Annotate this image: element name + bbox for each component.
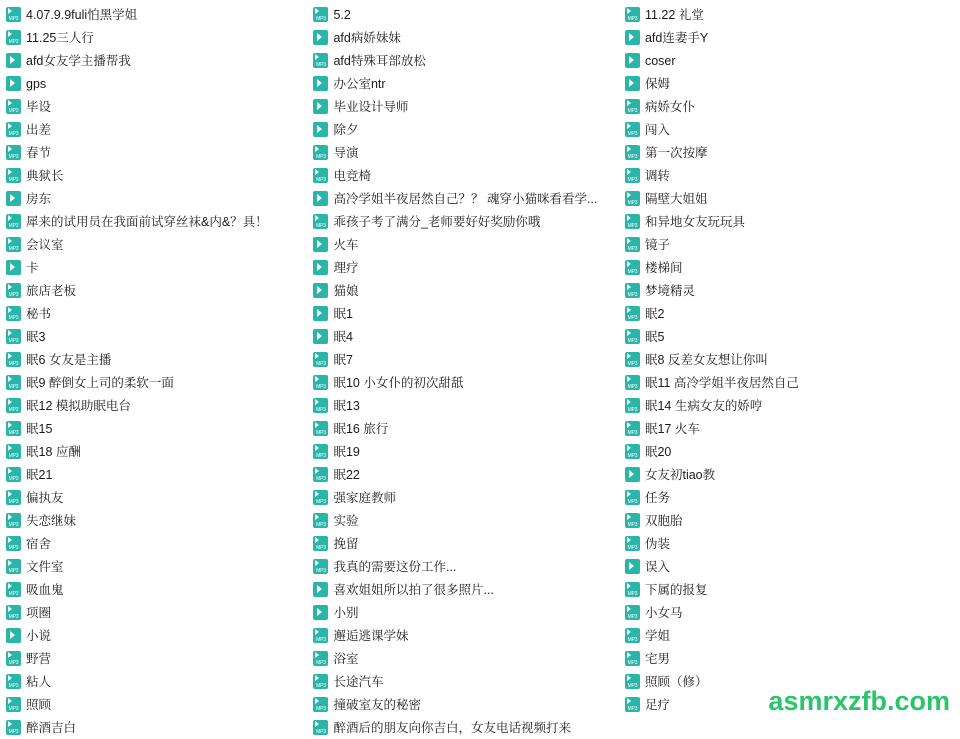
file-list-item[interactable] (6, 72, 309, 95)
file-name-label: 眠22 (333, 467, 360, 482)
file-name-label: 春节 (26, 145, 52, 160)
mp3-file-icon: MP3 (6, 720, 21, 735)
mp3-file-icon: MP3 (6, 145, 21, 160)
mp3-file-icon: MP3 (625, 283, 640, 298)
mp3-file-icon: MP3 (625, 513, 640, 528)
file-list-item[interactable] (313, 187, 616, 210)
file-name-label: 眠11 高冷学姐半夜居然自己 (644, 375, 799, 390)
mp3-file-icon: MP3 (6, 536, 21, 551)
file-list-item[interactable] (313, 601, 616, 624)
file-name-label: 我真的需要这份工作... (333, 559, 457, 574)
mp3-file-icon: MP3 (625, 674, 640, 689)
file-name-label: 4.07.9.9fuli怕黑学姐 (26, 7, 138, 22)
file-name-label: 照顾（修） (644, 674, 708, 689)
file-list-item[interactable] (625, 233, 960, 256)
file-name-label: 文件室 (26, 559, 64, 574)
mp3-file-icon: MP3 (625, 260, 640, 275)
file-list-item[interactable] (313, 532, 616, 555)
file-name-label: 镜子 (644, 237, 670, 252)
file-list-item[interactable] (625, 647, 960, 670)
audio-file-icon (625, 53, 640, 68)
file-name-label: 双胞胎 (644, 513, 683, 528)
file-list-item[interactable] (313, 716, 616, 739)
file-list-item[interactable] (6, 118, 309, 141)
mp3-file-icon: MP3 (6, 283, 21, 298)
file-list-item[interactable] (625, 187, 960, 210)
audio-file-icon (313, 582, 328, 597)
file-list-item[interactable] (6, 693, 309, 716)
file-name-label: 眠2 (644, 306, 665, 321)
file-list-item[interactable] (6, 187, 309, 210)
file-list-item[interactable] (313, 256, 616, 279)
file-name-label: 粘人 (26, 674, 52, 689)
mp3-file-icon: MP3 (313, 720, 328, 735)
file-list-item[interactable] (313, 118, 616, 141)
audio-file-icon (6, 260, 21, 275)
file-list-item[interactable] (313, 95, 616, 118)
mp3-file-icon: MP3 (6, 30, 21, 45)
file-name-label: 房东 (26, 191, 52, 206)
file-name-label: 挽留 (333, 536, 359, 551)
file-name-label: 导演 (333, 145, 359, 160)
audio-file-icon (313, 99, 328, 114)
file-list-item[interactable] (313, 555, 616, 578)
file-name-label: 出差 (26, 122, 52, 137)
file-name-label: 眠19 (333, 444, 360, 459)
mp3-file-icon: MP3 (625, 191, 640, 206)
file-name-label: 会议室 (26, 237, 64, 252)
file-list-item[interactable] (6, 256, 309, 279)
file-name-label: 醉酒吉白 (26, 720, 77, 735)
file-name-label: 宅男 (644, 651, 670, 666)
file-list-item[interactable] (313, 348, 616, 371)
file-list-item[interactable] (6, 555, 309, 578)
file-name-label: 野营 (26, 651, 52, 666)
file-name-label: 眠17 火车 (644, 421, 700, 436)
file-name-label: 小别 (333, 605, 359, 620)
file-name-label: coser (644, 53, 676, 68)
mp3-file-icon: MP3 (313, 536, 328, 551)
file-list-item[interactable] (313, 417, 616, 440)
file-list-item[interactable] (6, 26, 309, 49)
mp3-file-icon: MP3 (313, 628, 328, 643)
file-column-3 (617, 3, 960, 739)
file-list-item[interactable] (6, 3, 309, 26)
audio-file-icon (6, 53, 21, 68)
file-list-item[interactable] (625, 26, 960, 49)
file-list-item[interactable] (625, 72, 960, 95)
file-name-label: 毕设 (26, 99, 52, 114)
file-list-item[interactable] (6, 532, 309, 555)
file-list-item[interactable] (625, 279, 960, 302)
file-list-item[interactable] (6, 624, 309, 647)
file-name-label: 眠5 (644, 329, 665, 344)
audio-file-icon (313, 283, 328, 298)
mp3-file-icon: MP3 (313, 352, 328, 367)
mp3-file-icon: MP3 (625, 490, 640, 505)
file-name-label: 眠1 (333, 306, 353, 321)
file-name-label: afd病娇妹妹 (333, 30, 401, 45)
file-name-label: 第一次按摩 (644, 145, 708, 160)
file-name-label: afd特殊耳部放松 (333, 53, 426, 68)
file-list-item[interactable] (313, 578, 616, 601)
file-list-item[interactable] (625, 394, 960, 417)
file-name-label: 足疗 (644, 697, 670, 712)
file-list-item[interactable] (625, 49, 960, 72)
file-list-item[interactable] (625, 532, 960, 555)
file-list-item[interactable] (625, 555, 960, 578)
file-list-item[interactable] (6, 302, 309, 325)
audio-file-icon (625, 559, 640, 574)
file-name-label: 吸血鬼 (26, 582, 64, 597)
mp3-file-icon: MP3 (625, 122, 640, 137)
mp3-file-icon: MP3 (625, 237, 640, 252)
file-name-label: 卡 (26, 260, 39, 275)
mp3-file-icon: MP3 (313, 168, 328, 183)
file-list-item[interactable] (6, 601, 309, 624)
file-list-item[interactable] (313, 624, 616, 647)
file-list-item[interactable] (313, 486, 616, 509)
mp3-file-icon: MP3 (625, 628, 640, 643)
file-name-label: 典狱长 (26, 168, 64, 183)
mp3-file-icon: MP3 (625, 421, 640, 436)
file-name-label: 旅店老板 (26, 283, 77, 298)
file-list-item[interactable] (625, 256, 960, 279)
file-list-item[interactable] (6, 463, 309, 486)
file-name-label: 照顾 (26, 697, 52, 712)
mp3-file-icon: MP3 (625, 375, 640, 390)
mp3-file-icon: MP3 (6, 421, 21, 436)
audio-file-icon (625, 467, 640, 482)
mp3-file-icon: MP3 (313, 559, 328, 574)
file-name-label: 小说 (26, 628, 52, 643)
file-name-label: 伪装 (644, 536, 670, 551)
mp3-file-icon: MP3 (6, 697, 21, 712)
file-name-label: 眠21 (26, 467, 53, 482)
mp3-file-icon: MP3 (6, 237, 21, 252)
file-name-label: 项圈 (26, 605, 52, 620)
file-name-label: 猫娘 (333, 283, 359, 298)
file-name-label: 长途汽车 (333, 674, 384, 689)
file-list-item[interactable] (625, 440, 960, 463)
file-name-label: 喜欢姐姐所以拍了很多照片... (333, 582, 494, 597)
file-list-item[interactable] (625, 325, 960, 348)
file-name-label: 偏执友 (26, 490, 64, 505)
file-list-item[interactable] (6, 348, 309, 371)
file-list-item[interactable] (313, 693, 616, 716)
file-list-item[interactable] (313, 670, 616, 693)
file-column-2 (309, 3, 616, 739)
file-list-item[interactable] (6, 647, 309, 670)
mp3-file-icon: MP3 (625, 329, 640, 344)
file-name-label: 眠9 醉倒女上司的柔软一面 (26, 375, 174, 390)
file-list-item[interactable] (313, 26, 616, 49)
mp3-file-icon: MP3 (313, 375, 328, 390)
file-list-item[interactable] (313, 647, 616, 670)
audio-file-icon (313, 306, 328, 321)
mp3-file-icon: MP3 (625, 398, 640, 413)
file-list-item[interactable] (313, 49, 616, 72)
file-name-label: 眠20 (644, 444, 672, 459)
file-list-item[interactable] (625, 509, 960, 532)
file-name-label: 眠15 (26, 421, 53, 436)
file-name-label: 小女马 (644, 605, 683, 620)
file-list-item[interactable] (313, 394, 616, 417)
mp3-file-icon: MP3 (625, 352, 640, 367)
mp3-file-icon: MP3 (6, 651, 21, 666)
file-list-item[interactable] (6, 417, 309, 440)
file-name-label: 11.22 礼堂 (644, 7, 704, 22)
mp3-file-icon: MP3 (6, 605, 21, 620)
mp3-file-icon: MP3 (6, 99, 21, 114)
file-list-item[interactable] (6, 716, 309, 739)
file-list-item[interactable] (6, 210, 309, 233)
file-name-label: 毕业设计导师 (333, 99, 409, 114)
audio-file-icon (625, 76, 640, 91)
mp3-file-icon: MP3 (625, 651, 640, 666)
file-name-label: 眠18 应酬 (26, 444, 81, 459)
mp3-file-icon: MP3 (313, 53, 328, 68)
file-name-label: 5.2 (333, 7, 351, 22)
mp3-file-icon: MP3 (625, 536, 640, 551)
file-list-item[interactable] (6, 578, 309, 601)
file-name-label: 强家庭教师 (333, 490, 396, 505)
mp3-file-icon: MP3 (6, 122, 21, 137)
file-list-item[interactable] (6, 440, 309, 463)
file-name-label: 失恋继妹 (26, 513, 77, 528)
mp3-file-icon: MP3 (625, 99, 640, 114)
file-name-label: afd女友学主播帮我 (26, 53, 131, 68)
file-name-label: 和异地女友玩玩具 (644, 214, 745, 229)
file-name-label: 眠10 小女仆的初次甜舐 (333, 375, 464, 390)
file-name-label: 高冷学姐半夜居然自己？？ 魂穿小猫咪看看学... (333, 191, 598, 206)
file-list-item[interactable] (6, 670, 309, 693)
file-name-label: afd连妻手Y (644, 30, 709, 45)
file-list-item[interactable] (6, 394, 309, 417)
site-watermark: asmrxzfb.com (768, 686, 950, 716)
audio-file-icon (313, 260, 328, 275)
mp3-file-icon: MP3 (313, 145, 328, 160)
file-name-label: 病娇女仆 (644, 99, 695, 114)
file-name-label: 眠4 (333, 329, 353, 344)
mp3-file-icon: MP3 (313, 490, 328, 505)
file-list-item[interactable] (313, 509, 616, 532)
mp3-file-icon: MP3 (6, 444, 21, 459)
mp3-file-icon: MP3 (313, 398, 328, 413)
file-list-item[interactable] (625, 164, 960, 187)
file-list-item[interactable] (6, 233, 309, 256)
file-list-item[interactable] (313, 141, 616, 164)
mp3-file-icon: MP3 (625, 444, 640, 459)
file-name-label: 11.25三人行 (26, 30, 94, 45)
mp3-file-icon: MP3 (625, 214, 640, 229)
file-list-item[interactable] (313, 210, 616, 233)
mp3-file-icon: MP3 (6, 352, 21, 367)
mp3-file-icon: MP3 (313, 214, 328, 229)
file-list-item[interactable] (313, 72, 616, 95)
file-name-label: 眠12 模拟助眠电台 (26, 398, 131, 413)
mp3-file-icon: MP3 (6, 168, 21, 183)
file-name-label: 撞破室友的秘密 (333, 697, 421, 712)
mp3-file-icon: MP3 (625, 697, 640, 712)
file-list-item[interactable] (625, 302, 960, 325)
file-list-item[interactable] (625, 417, 960, 440)
file-list-item[interactable] (6, 164, 309, 187)
file-name-label: 眠6 女友是主播 (26, 352, 112, 367)
mp3-file-icon: MP3 (313, 697, 328, 712)
mp3-file-icon: MP3 (625, 306, 640, 321)
file-list-item[interactable] (6, 509, 309, 532)
file-list-item[interactable] (625, 486, 960, 509)
file-list-item[interactable] (625, 578, 960, 601)
file-name-label: 梦境精灵 (644, 283, 695, 298)
file-name-label: gps (26, 76, 47, 91)
mp3-file-icon: MP3 (313, 674, 328, 689)
audio-file-icon (313, 76, 328, 91)
file-name-label: 眠14 生病女友的娇哼 (644, 398, 763, 413)
file-list-item[interactable] (6, 325, 309, 348)
file-list-item[interactable] (6, 49, 309, 72)
audio-file-icon (625, 30, 640, 45)
file-list-item[interactable] (625, 371, 960, 394)
file-name-label: 乖孩子考了满分_老师要好好奖励你哦 (333, 214, 541, 229)
file-name-label: 宿舍 (26, 536, 52, 551)
file-name-label: 闯入 (644, 122, 670, 137)
file-list-item[interactable] (313, 233, 616, 256)
mp3-file-icon: MP3 (6, 214, 21, 229)
mp3-file-icon: MP3 (313, 467, 328, 482)
mp3-file-icon: MP3 (6, 582, 21, 597)
mp3-file-icon: MP3 (6, 329, 21, 344)
audio-file-icon (313, 30, 328, 45)
file-list-item[interactable] (313, 279, 616, 302)
file-list-item[interactable] (6, 371, 309, 394)
audio-file-icon (6, 628, 21, 643)
file-name-label: 醉酒后的朋友向你吉白，女友电话视频打来 (333, 720, 571, 735)
file-list-item[interactable] (313, 325, 616, 348)
mp3-file-icon: MP3 (6, 467, 21, 482)
file-list-item[interactable] (625, 210, 960, 233)
audio-file-icon (313, 122, 328, 137)
file-list-item[interactable] (625, 348, 960, 371)
file-name-label: 实验 (333, 513, 359, 528)
file-name-label: 任务 (644, 490, 670, 505)
audio-file-icon (6, 191, 21, 206)
mp3-file-icon: MP3 (625, 7, 640, 22)
file-name-label: 犀来的试用员在我面前试穿丝袜&内&？具！ (26, 214, 268, 229)
file-name-label: 楼梯间 (644, 260, 683, 275)
mp3-file-icon: MP3 (6, 7, 21, 22)
audio-file-icon (313, 191, 328, 206)
file-list-item[interactable] (625, 601, 960, 624)
file-list-item[interactable] (6, 486, 309, 509)
mp3-file-icon: MP3 (313, 651, 328, 666)
audio-file-icon (313, 605, 328, 620)
file-name-label: 邂逅逃课学妹 (333, 628, 409, 643)
file-list-item[interactable] (313, 371, 616, 394)
mp3-file-icon: MP3 (625, 605, 640, 620)
file-list-item[interactable] (6, 141, 309, 164)
file-list-item[interactable] (6, 279, 309, 302)
audio-file-icon (313, 237, 328, 252)
mp3-file-icon: MP3 (313, 421, 328, 436)
file-name-label: 保姆 (644, 76, 670, 91)
file-list-item[interactable] (625, 624, 960, 647)
file-name-label: 浴室 (333, 651, 359, 666)
mp3-file-icon: MP3 (6, 375, 21, 390)
mp3-file-icon: MP3 (313, 513, 328, 528)
file-name-label: 秘书 (26, 306, 52, 321)
file-name-label: 调转 (644, 168, 670, 183)
mp3-file-icon: MP3 (625, 145, 640, 160)
mp3-file-icon: MP3 (6, 398, 21, 413)
file-name-label: 学姐 (644, 628, 670, 643)
mp3-file-icon: MP3 (313, 444, 328, 459)
file-name-label: 下属的报复 (644, 582, 708, 597)
file-list-item[interactable] (625, 463, 960, 486)
file-list-item[interactable] (625, 141, 960, 164)
file-name-label: 除夕 (333, 122, 359, 137)
mp3-file-icon: MP3 (6, 490, 21, 505)
file-list-item[interactable] (625, 3, 960, 26)
file-name-label: 女友初tiao教 (644, 467, 716, 482)
mp3-file-icon: MP3 (625, 168, 640, 183)
file-name-label: 眠7 (333, 352, 353, 367)
file-list-item[interactable] (313, 302, 616, 325)
file-name-label: 眠3 (26, 329, 46, 344)
file-name-label: 办公室ntr (333, 76, 386, 91)
audio-file-icon (313, 329, 328, 344)
file-name-label: 电竞椅 (333, 168, 371, 183)
file-name-label: 误入 (644, 559, 670, 574)
file-name-label: 隔壁大姐姐 (644, 191, 708, 206)
file-name-label: 理疗 (333, 260, 359, 275)
file-list-item[interactable] (313, 3, 616, 26)
audio-file-icon (6, 76, 21, 91)
file-name-label: 火车 (333, 237, 359, 252)
file-list-item[interactable] (625, 95, 960, 118)
file-list-item[interactable] (313, 463, 616, 486)
file-list-item[interactable] (313, 440, 616, 463)
mp3-file-icon: MP3 (6, 674, 21, 689)
mp3-file-icon: MP3 (625, 582, 640, 597)
file-name-label: 眠8 反差女友想让你叫 (644, 352, 768, 367)
file-column-1 (0, 3, 309, 739)
mp3-file-icon: MP3 (6, 513, 21, 528)
file-name-label: 眠13 (333, 398, 360, 413)
file-name-label: 眠16 旅行 (333, 421, 389, 436)
file-list-item[interactable] (625, 118, 960, 141)
mp3-file-icon: MP3 (6, 306, 21, 321)
file-list-item[interactable] (6, 95, 309, 118)
mp3-file-icon: MP3 (313, 7, 328, 22)
file-list-item[interactable] (313, 164, 616, 187)
mp3-file-icon: MP3 (6, 559, 21, 574)
